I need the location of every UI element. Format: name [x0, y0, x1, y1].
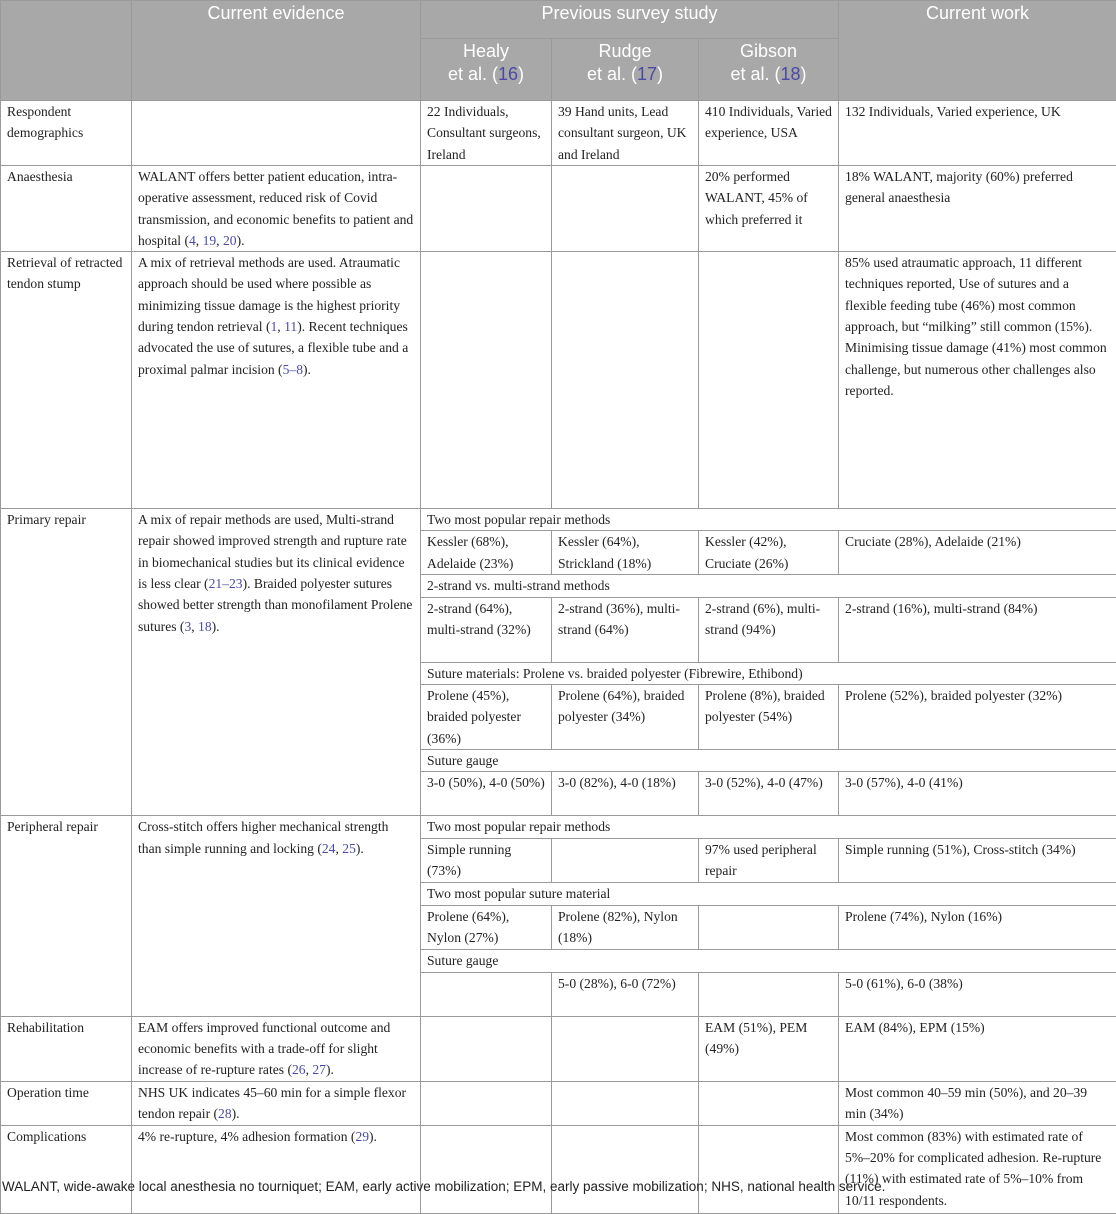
healy-cell: Simple running (73%) — [421, 838, 552, 882]
table-row — [1, 1081, 1116, 1125]
header-previous-survey: Previous survey study — [421, 1, 839, 39]
subheading-cell: Two most popular repair methods — [421, 509, 1116, 531]
healy-cell: Prolene (45%), braided polyester (36%) — [421, 685, 552, 750]
citation-link[interactable]: 27 — [312, 1062, 326, 1077]
header-current-work: Current work — [839, 1, 1116, 101]
rudge-cell — [552, 838, 699, 882]
current-cell: Most common 40–59 min (50%), and 20–39 min (34%) — [839, 1081, 1116, 1125]
current-cell: 5-0 (61%), 6-0 (38%) — [839, 972, 1116, 1016]
healy-cell — [421, 252, 552, 509]
subheading-cell: Suture gauge — [421, 949, 1116, 972]
current-cell: Simple running (51%), Cross-stitch (34%) — [839, 838, 1116, 882]
table-row — [1, 816, 1116, 838]
gibson-cell — [699, 972, 839, 1016]
header-study-rudge: Rudge et al. (17) — [552, 39, 699, 101]
evidence-cell: A mix of retrieval methods are used. Atraumatic approach should be used where possible as minimizing tissue damage is the highest priority during tendon retrieval (1, 11). Recent techniques advocated the use of sutures, a flexible tube and a proximal palmar incision (5–8). — [132, 252, 421, 509]
healy-cell: 22 Individuals, Consultant surgeons, Ireland — [421, 101, 552, 166]
current-cell: 3-0 (57%), 4-0 (41%) — [839, 772, 1116, 816]
evidence-cell: 4% re-rupture, 4% adhesion formation (29). — [132, 1125, 421, 1213]
citation-link[interactable]: 11 — [284, 319, 297, 334]
rudge-cell: Kessler (64%), Strickland (18%) — [552, 531, 699, 575]
row-label: Operation time — [1, 1081, 132, 1125]
row-label: Anaesthesia — [1, 166, 132, 252]
citation-link[interactable]: 24 — [322, 841, 336, 856]
rudge-cell: 39 Hand units, Lead consultant surgeon, UK and Ireland — [552, 101, 699, 166]
gibson-cell: EAM (51%), PEM (49%) — [699, 1016, 839, 1081]
header-study-gibson: Gibson et al. (18) — [699, 39, 839, 101]
table-row — [1, 252, 1116, 509]
rudge-cell: 3-0 (82%), 4-0 (18%) — [552, 772, 699, 816]
evidence-cell: A mix of repair methods are used, Multi-strand repair showed improved strength and rupture rate in biomechanical studies but its clinical evidence is less clear (21–23). Braided polyester sutures showed better strength than monofilament Prolene sutures (3, 18). — [132, 509, 421, 816]
header-blank — [1, 1, 132, 101]
rudge-cell — [552, 1016, 699, 1081]
gibson-cell: Prolene (8%), braided polyester (54%) — [699, 685, 839, 750]
rudge-cell — [552, 166, 699, 252]
citation-link[interactable]: 25 — [342, 841, 356, 856]
subheading-cell: Suture materials: Prolene vs. braided polyester (Fibrewire, Ethibond) — [421, 662, 1116, 684]
current-cell: 132 Individuals, Varied experience, UK — [839, 101, 1116, 166]
rudge-cell — [552, 252, 699, 509]
gibson-cell: 410 Individuals, Varied experience, USA — [699, 101, 839, 166]
table-row — [1, 101, 1116, 166]
gibson-cell: 3-0 (52%), 4-0 (47%) — [699, 772, 839, 816]
citation-link[interactable]: 21–23 — [209, 576, 243, 591]
header-current-evidence: Current evidence — [132, 1, 421, 101]
row-label: Retrieval of retracted tendon stump — [1, 252, 132, 509]
citation-link[interactable]: 1 — [271, 319, 278, 334]
citation-link[interactable]: 28 — [218, 1106, 232, 1121]
citation-link[interactable]: 16 — [498, 64, 518, 84]
healy-cell — [421, 1081, 552, 1125]
gibson-cell — [699, 252, 839, 509]
gibson-cell: 97% used peripheral repair — [699, 838, 839, 882]
gibson-cell: 2-strand (6%), multi-strand (94%) — [699, 597, 839, 662]
row-label: Rehabilitation — [1, 1016, 132, 1081]
evidence-cell: NHS UK indicates 45–60 min for a simple flexor tendon repair (28). — [132, 1081, 421, 1125]
subheading-cell: 2-strand vs. multi-strand methods — [421, 575, 1116, 597]
table-row — [1, 1016, 1116, 1081]
citation-link[interactable]: 29 — [355, 1129, 369, 1144]
rudge-cell: Prolene (64%), braided polyester (34%) — [552, 685, 699, 750]
evidence-cell — [132, 101, 421, 166]
citation-link[interactable]: 26 — [292, 1062, 306, 1077]
rudge-cell — [552, 1081, 699, 1125]
rudge-cell: Prolene (82%), Nylon (18%) — [552, 905, 699, 949]
gibson-cell — [699, 1081, 839, 1125]
evidence-cell: EAM offers improved functional outcome and economic benefits with a trade-off for slight increase of re-rupture rates (26, 27). — [132, 1016, 421, 1081]
healy-cell: Kessler (68%), Adelaide (23%) — [421, 531, 552, 575]
table-row — [1, 166, 1116, 252]
rudge-cell: 5-0 (28%), 6-0 (72%) — [552, 972, 699, 1016]
citation-link[interactable]: 3 — [184, 619, 191, 634]
healy-cell: 3-0 (50%), 4-0 (50%) — [421, 772, 552, 816]
evidence-cell: WALANT offers better patient education, intra-operative assessment, reduced risk of Covid transmission, and economic benefits to patient and hospital (4, 19, 20). — [132, 166, 421, 252]
citation-link[interactable]: 17 — [637, 64, 657, 84]
table-footnote: WALANT, wide-awake local anesthesia no tourniquet; EAM, early active mobilization; EPM, early passive mobilization; NHS, national health service. — [2, 1179, 885, 1194]
current-cell: Cruciate (28%), Adelaide (21%) — [839, 531, 1116, 575]
current-cell: 2-strand (16%), multi-strand (84%) — [839, 597, 1116, 662]
current-cell: Prolene (74%), Nylon (16%) — [839, 905, 1116, 949]
gibson-cell: Kessler (42%), Cruciate (26%) — [699, 531, 839, 575]
row-label: Peripheral repair — [1, 816, 132, 1016]
rudge-cell: 2-strand (36%), multi-strand (64%) — [552, 597, 699, 662]
citation-link[interactable]: 20 — [223, 233, 237, 248]
healy-cell: 2-strand (64%), multi-strand (32%) — [421, 597, 552, 662]
subheading-cell: Two most popular suture material — [421, 882, 1116, 905]
healy-cell — [421, 1016, 552, 1081]
table-row — [1, 509, 1116, 531]
citation-link[interactable]: 19 — [203, 233, 217, 248]
row-label: Complications — [1, 1125, 132, 1213]
gibson-cell — [699, 905, 839, 949]
citation-link[interactable]: 18 — [781, 64, 801, 84]
row-label: Primary repair — [1, 509, 132, 816]
healy-cell — [421, 972, 552, 1016]
healy-cell — [421, 166, 552, 252]
current-cell: 85% used atraumatic approach, 11 different techniques reported, Use of sutures and a flexible feeding tube (46%) most common approach, but “milking” still common (15%). Minimising tissue damage (41%) most common challenge, but numerous other challenges also reported. — [839, 252, 1116, 509]
current-cell: EAM (84%), EPM (15%) — [839, 1016, 1116, 1081]
header-study-healy: Healy et al. (16) — [421, 39, 552, 101]
subheading-cell: Two most popular repair methods — [421, 816, 1116, 838]
citation-link[interactable]: 5–8 — [283, 362, 303, 377]
gibson-cell: 20% performed WALANT, 45% of which preferred it — [699, 166, 839, 252]
evidence-cell: Cross-stitch offers higher mechanical strength than simple running and locking (24, 25). — [132, 816, 421, 1016]
current-cell: 18% WALANT, majority (60%) preferred general anaesthesia — [839, 166, 1116, 252]
citation-link[interactable]: 4 — [189, 233, 196, 248]
current-cell: Most common (83%) with estimated rate of 5%–20% for complicated adhesion. Re-rupture (11%) with estimated rate of 5%–10% from 10/11 respondents. — [839, 1125, 1116, 1213]
healy-cell: Prolene (64%), Nylon (27%) — [421, 905, 552, 949]
row-label: Respondent demographics — [1, 101, 132, 166]
current-cell: Prolene (52%), braided polyester (32%) — [839, 685, 1116, 750]
citation-link[interactable]: 18 — [198, 619, 212, 634]
subheading-cell: Suture gauge — [421, 750, 1116, 772]
